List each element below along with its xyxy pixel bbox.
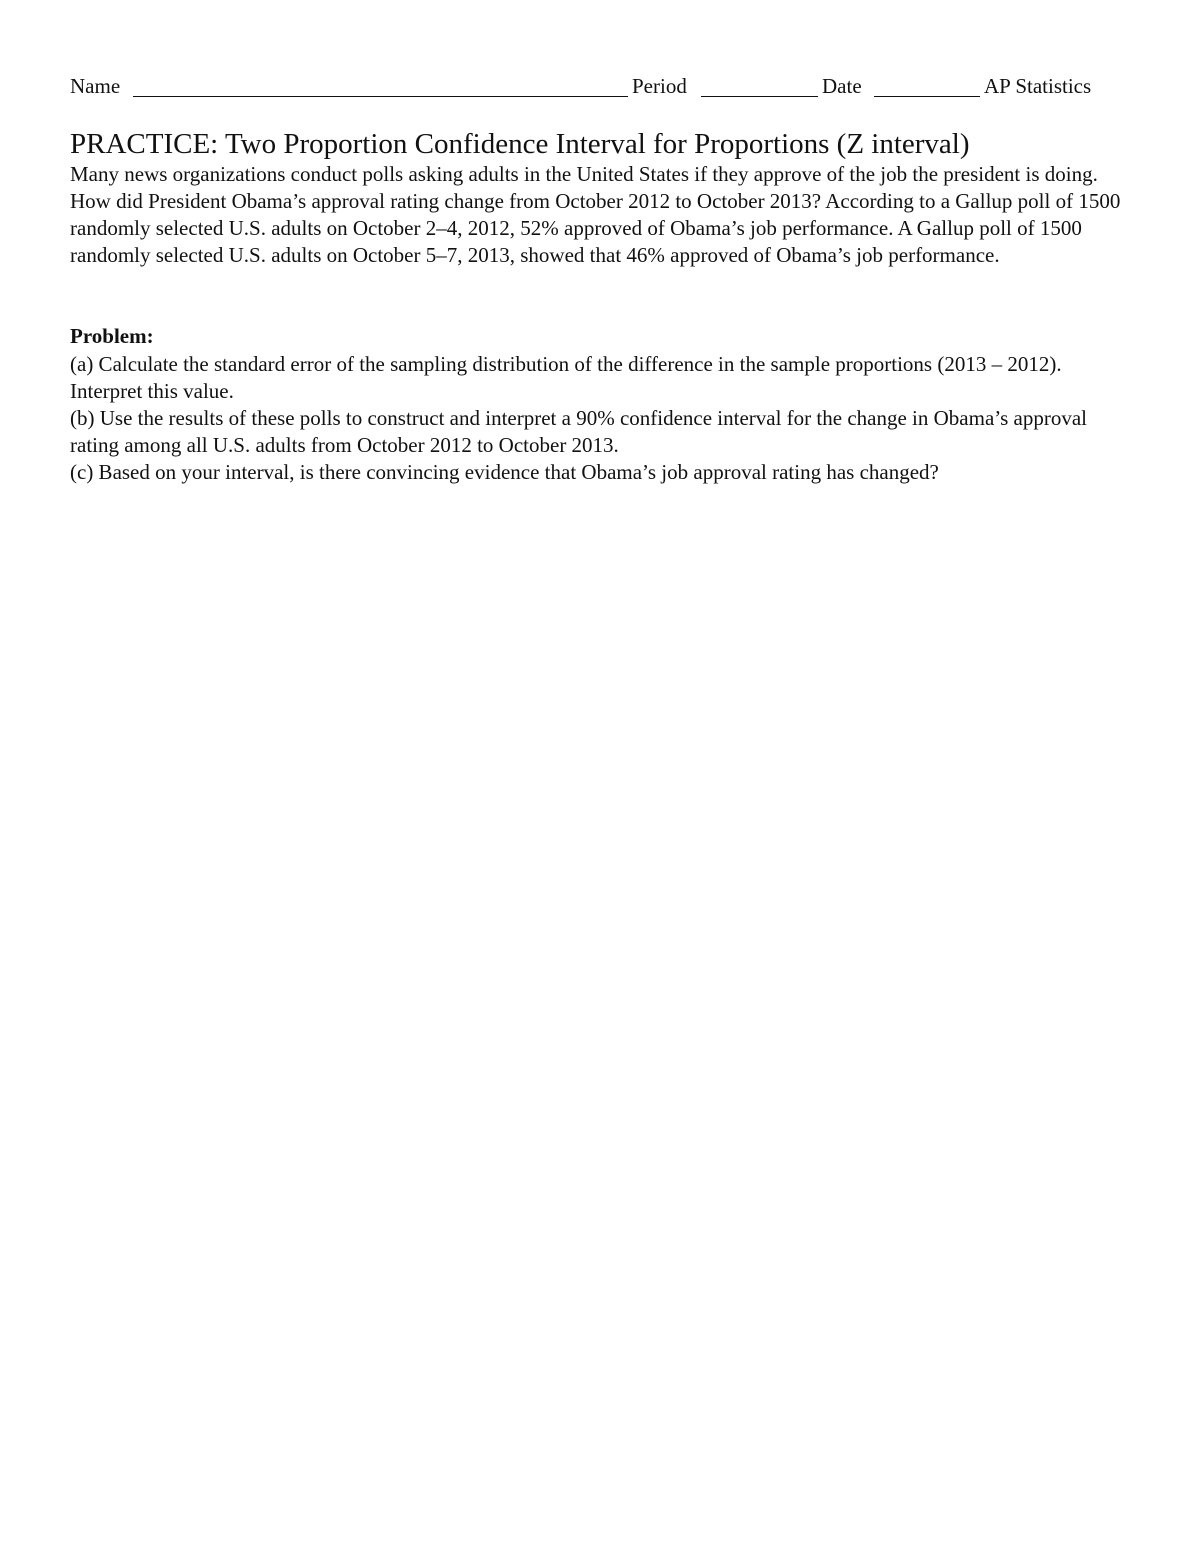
problem-parts-list xyxy=(70,351,1130,486)
problem-part-b: (b) Use the results of these polls to construct and interpret a 90% confidence interval for the change in Obama’s approval rating among all U.S. adults from October 2012 to October 2013. xyxy=(70,406,1087,457)
name-blank xyxy=(133,72,628,97)
problem-part-a: (a) Calculate the standard error of the sampling distribution of the difference in the sample proportions (2013 – 2012). Interpret this value. xyxy=(70,352,1062,403)
period-label: Period xyxy=(632,74,687,98)
intro-paragraph: Many news organizations conduct polls asking adults in the United States if they approve of the job the president is doing. How did President Obama’s approval rating change from October 2012 to October 2013? According to a Gallup poll of 1500 randomly selected U.S. adults on October 2–4, 2012, 52% approved of Obama’s job performance. A Gallup poll of 1500 randomly selected U.S. adults on October 5–7, 2013, showed that 46% approved of Obama’s job performance. xyxy=(70,162,1121,267)
worksheet-title: PRACTICE: Two Proportion Confidence Interval for Proportions (Z interval) xyxy=(70,128,970,160)
problem-heading: Problem: xyxy=(70,324,154,348)
period-blank xyxy=(701,72,818,97)
student-info-header xyxy=(70,72,1130,100)
problem-part-c: (c) Based on your interval, is there convincing evidence that Obama’s job approval rating has changed? xyxy=(70,460,939,484)
course-label: AP Statistics xyxy=(984,74,1092,98)
date-label: Date xyxy=(822,74,862,98)
name-label: Name xyxy=(70,74,121,98)
date-blank xyxy=(874,72,980,97)
